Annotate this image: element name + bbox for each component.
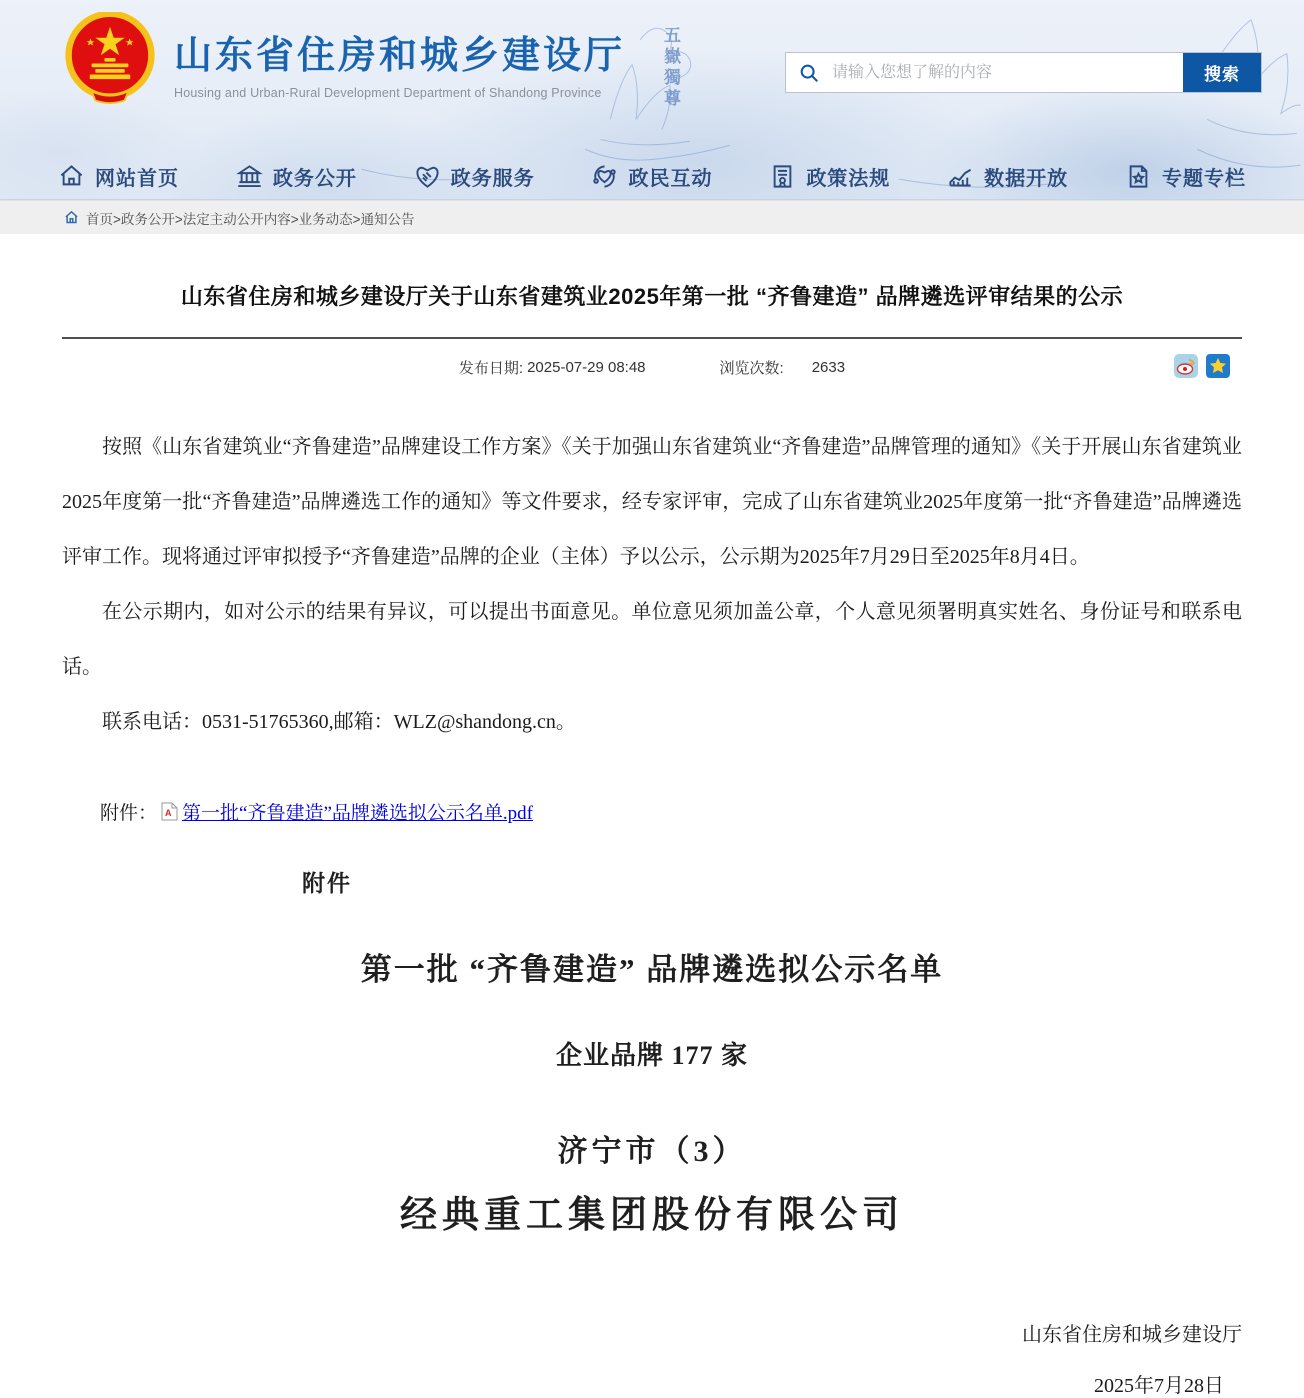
nav-label: 数据开放 [984,168,1069,190]
breadcrumb [0,200,1304,234]
article-content [0,280,1304,1398]
breadcrumb-home-icon [64,210,79,225]
article-body [62,420,1242,750]
nav-label: 政策法规 [806,168,891,190]
signature-date: 2025年7月28日 [1094,1375,1224,1397]
signature-org: 山东省住房和城乡建设厅 [1022,1324,1242,1346]
home-icon [58,163,85,190]
nav-item-policies[interactable] [769,162,890,191]
annex-city-heading: 济宁市（3） [557,1135,747,1168]
nav-label: 专题专栏 [1161,168,1246,190]
site-header [0,0,1304,200]
article-title: 山东省住房和城乡建设厅关于山东省建筑业2025年第一批 “齐鲁建造” 品牌遴选评审结果的公示 [180,284,1124,309]
share-icons [1174,354,1230,378]
handshake-icon [414,163,441,190]
nav-item-special-topics[interactable] [1125,162,1246,191]
nav-label: 政民互动 [628,168,713,190]
attachment-pdf-link[interactable]: 第一批“齐鲁建造”品牌遴选拟公示名单.pdf [182,803,533,824]
annex-brand-count: 企业品牌 177 家 [555,1041,748,1070]
heart-interact-icon [591,163,618,190]
attachment-label: 附件： [100,803,158,824]
attachment-row [62,798,1242,825]
nav-item-gov-disclosure[interactable] [236,162,357,191]
pdf-file-icon [159,802,180,821]
site-title: 山东省住房和城乡建设厅 [174,35,626,77]
bank-icon [236,163,263,190]
views-value: 2633 [811,358,846,376]
annex-label: 附件 [302,871,352,896]
site-subtitle: Housing and Urban-Rural Development Department of Shandong Province [174,85,602,100]
weibo-share-icon[interactable] [1174,354,1198,378]
paragraph-1: 按照《山东省建筑业“齐鲁建造”品牌建设工作方案》《关于加强山东省建筑业“齐鲁建造”品牌管理的通知》《关于开展山东省建筑业2025年度第一批“齐鲁建造”品牌遴选工作的通知》等文件要求，经专家评审，完成了山东省建筑业2025年度第一批“齐鲁建造”品牌遴选评审工作。现将通过评审拟授予“齐鲁建造”品牌的企业（主体）予以公示，公示期为2025年7月29日至2025年8月4日。 [62,436,1242,568]
qzone-share-icon[interactable] [1206,354,1230,378]
views-label: 浏览次数: [719,359,784,377]
annex-document-image [62,865,1242,1238]
search-box [785,52,1262,93]
policy-doc-icon [769,163,796,190]
star-page-icon [1125,163,1152,190]
publish-date-value: 2025-07-29 08:48 [527,358,646,376]
nav-item-gov-services[interactable] [414,162,535,191]
svg-text:A: A [165,808,172,818]
publish-date-label: 发布日期: [458,359,524,377]
nav-item-home[interactable] [58,162,179,191]
bar-chart-icon [947,163,974,190]
annex-title: 第一批 “齐鲁建造” 品牌遴选拟公示名单 [360,952,944,987]
nav-label: 政务服务 [450,168,535,190]
nav-item-open-data[interactable] [947,162,1068,191]
title-divider [62,337,1242,339]
nav-item-public-interaction[interactable] [591,162,712,191]
article-signature [62,1318,1242,1398]
nav-label: 网站首页 [95,168,179,190]
paragraph-2: 在公示期内，如对公示的结果有异议，可以提出书面意见。单位意见须加盖公章，个人意见须署明真实姓名、身份证号和联系电话。 [62,601,1242,678]
paragraph-3-contact: 联系电话：0531-51765360,邮箱：WLZ@shandong.cn。 [102,711,576,733]
search-button[interactable]: 搜索 [1183,53,1261,92]
search-input[interactable] [832,53,1183,92]
national-emblem-logo [64,12,156,104]
nav-label: 政务公开 [272,168,357,190]
search-icon [786,53,832,92]
main-navigation [0,162,1304,191]
breadcrumb-trail[interactable]: 首页>政务公开>法定主动公开内容>业务动态>通知公告 [86,211,415,227]
seal-stamp-text: 五嶽獨尊 [661,26,680,110]
annex-company-name: 经典重工集团股份有限公司 [400,1195,904,1236]
article-meta [62,354,1242,380]
